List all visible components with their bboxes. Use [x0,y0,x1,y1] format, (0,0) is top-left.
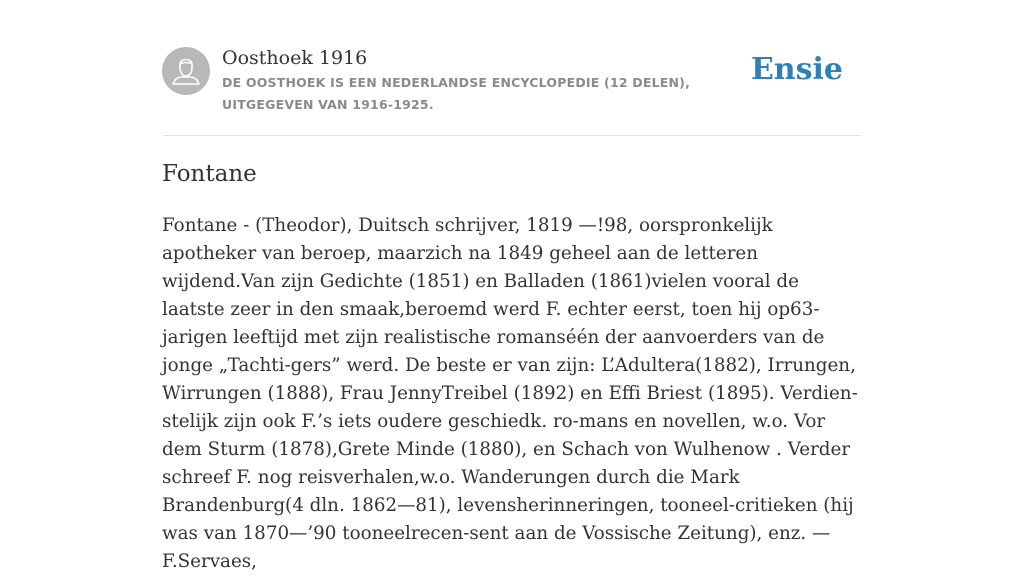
source-name[interactable]: Oosthoek 1916 [222,47,368,69]
ensie-logo[interactable]: Ensie [750,52,843,87]
source-description: DE OOSTHOEK IS EEN NEDERLANDSE ENCYCLOPEDIE (12 DELEN), UITGEGEVEN VAN 1916-1925. [222,75,691,112]
article-body: Fontane - (Theodor), Duitsch schrijver, 1819 —!98, oorspronkelijk apotheker van beroep, maarzich na 1849 geheel aan de letteren wijdend.Van zijn Gedichte (1851) en Balladen (1861)vielen vooral de laatste zeer in den smaak,beroemd werd F. echter eerst, toen hij op63-jarigen leeftijd met zijn realistische romanséén der aanvoerders van de jonge „Tachti-gers” werd. De beste er van zijn: L’Adultera(1882), Irrungen, Wirrungen (1888), Frau JennyTreibel (1892) en Effi Briest (1895). Verdien-stelijk zijn ook F.’s iets oudere geschiedk. ro-mans en novellen, w.o. Vor dem Sturm (1878),Grete Minde (1880), en Schach von Wulhenow . Verder schreef F. nog reisverhalen,w.o. Wanderungen durch die Mark Brandenburg(4 dln. 1862—81), levensherinneringen, tooneel-critieken (hij was van 1870—’90 tooneelrecen-sent aan de Vossische Zeitung), enz. — F.Servaes, [162,215,858,572]
source-avatar [162,47,210,95]
article-title: Fontane [162,161,257,187]
source-header [162,46,862,136]
person-placeholder-icon [162,47,210,95]
